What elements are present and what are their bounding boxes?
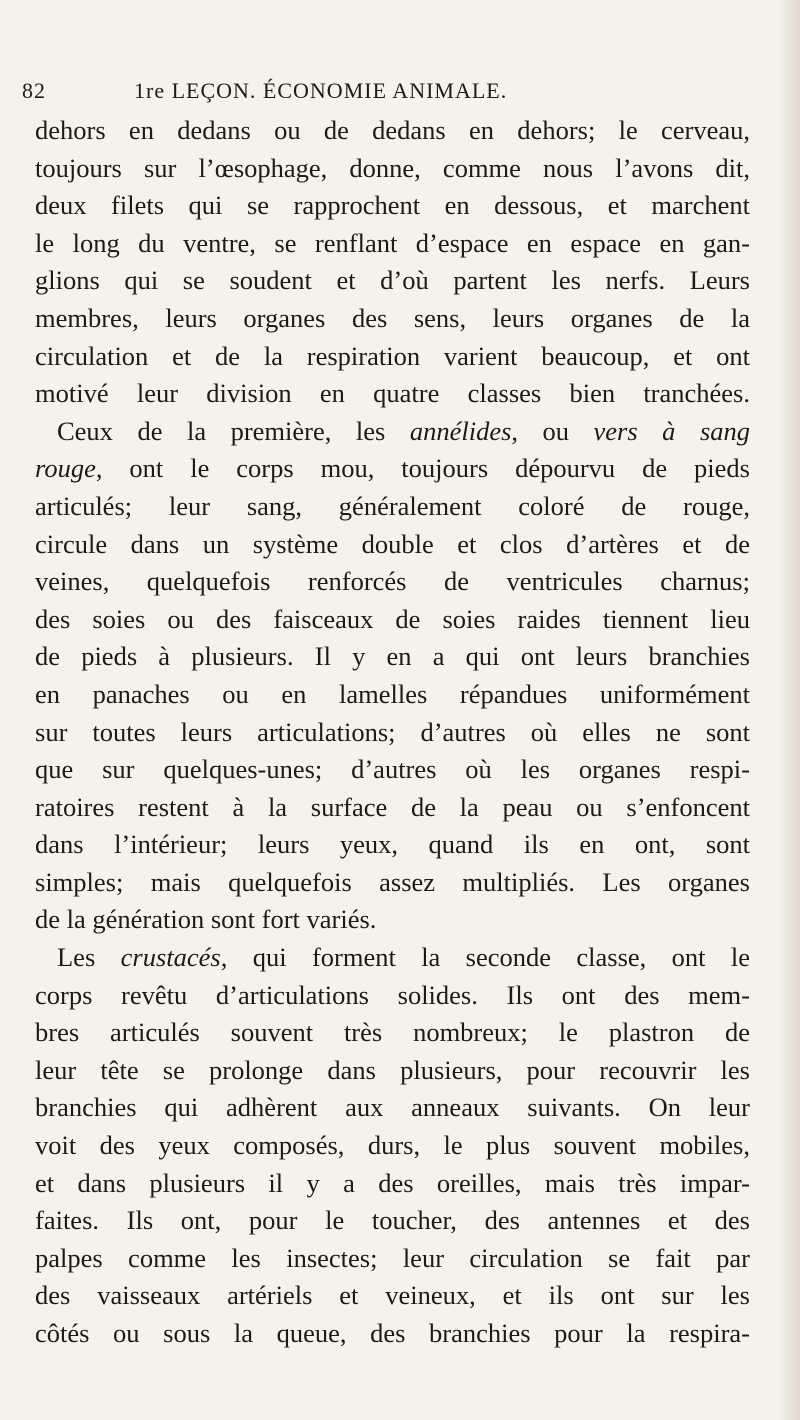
text-run: voit des yeux composés, durs, le plus souvent mobiles, [35, 1130, 750, 1161]
text-run: circulation et de la respiration varient beaucoup, et ont [35, 340, 750, 371]
text-line [35, 977, 750, 1015]
text-line [35, 1202, 750, 1240]
text-run: veines, quelquefois renforcés de ventricules charnus; [35, 566, 750, 597]
body-text [35, 112, 750, 1353]
text-run: toujours sur l’œsophage, donne, comme nous l’avons dit, [35, 152, 750, 183]
text-line [35, 450, 750, 488]
text-line [35, 563, 750, 601]
italic-term: vers à sang [593, 415, 751, 446]
text-run: des soies ou des faisceaux de soies raides tiennent lieu [35, 603, 750, 634]
text-line [35, 864, 750, 902]
text-run: bres articulés souvent très nombreux; le plastron de [35, 1017, 750, 1048]
text-run: deux filets qui se rapprochent en dessous, et marchent [35, 190, 750, 221]
text-run: le long du ventre, se renflant d’espace en espace en gan- [35, 227, 750, 258]
text-run: en panaches ou en lamelles répandues uniformément [35, 678, 750, 709]
text-run: leur tête se prolonge dans plusieurs, pour recouvrir les [35, 1054, 750, 1085]
text-run: simples; mais quelquefois assez multipliés. Les organes [35, 866, 750, 897]
text-run: Ceux de la première, les [57, 415, 410, 446]
page-number: 82 [22, 78, 46, 103]
text-run: ratoires restent à la surface de la peau ou s’enfoncent [35, 791, 750, 822]
italic-term: annélides [409, 415, 512, 446]
text-run: de pieds à plusieurs. Il y en a qui ont leurs branchies [35, 641, 750, 672]
text-run: côtés ou sous la queue, des branchies pour la respira- [35, 1318, 750, 1348]
text-line [35, 676, 750, 714]
page-header [22, 78, 722, 108]
text-line [35, 901, 750, 939]
text-line [35, 1315, 750, 1353]
text-run: circule dans un système double et clos d’artères et de [35, 528, 750, 559]
text-line [35, 638, 750, 676]
text-line [35, 1127, 750, 1165]
text-run: , ont le corps mou, toujours dépourvu de pieds [95, 453, 750, 484]
text-line [35, 1240, 750, 1278]
text-line [35, 939, 750, 977]
text-run: , ou [511, 415, 594, 446]
text-run: Les [57, 942, 121, 973]
text-line [35, 526, 750, 564]
text-line [35, 751, 750, 789]
text-line [35, 338, 750, 376]
running-title: 1re LEÇON. ÉCONOMIE ANIMALE. [134, 78, 508, 103]
text-run: corps revêtu d’articulations solides. Ils ont des mem- [35, 979, 750, 1010]
text-line [35, 1089, 750, 1127]
text-run: et dans plusieurs il y a des oreilles, mais très impar- [35, 1167, 750, 1198]
text-line [35, 714, 750, 752]
text-line [35, 1052, 750, 1090]
text-line [35, 789, 750, 827]
text-line [35, 413, 750, 451]
text-line [35, 601, 750, 639]
text-run: membres, leurs organes des sens, leurs organes de la [35, 302, 750, 333]
text-run: faites. Ils ont, pour le toucher, des antennes et des [35, 1205, 750, 1236]
text-run: , qui forment la seconde classe, ont le [220, 942, 751, 973]
text-line [35, 488, 750, 526]
text-run: que sur quelques-unes; d’autres où les organes respi- [35, 754, 750, 785]
text-line [35, 1014, 750, 1052]
text-line [35, 150, 750, 188]
text-run: dans l’intérieur; leurs yeux, quand ils en ont, sont [35, 829, 750, 860]
text-line [35, 187, 750, 225]
text-line [35, 112, 750, 150]
text-run: articulés; leur sang, généralement coloré de rouge, [35, 490, 750, 521]
text-run: des vaisseaux artériels et veineux, et ils ont sur les [35, 1280, 750, 1311]
text-run: glions qui se soudent et d’où partent les nerfs. Leurs [35, 265, 750, 296]
page-edge-shadow [778, 0, 800, 1420]
text-run: palpes comme les insectes; leur circulation se fait par [35, 1242, 750, 1273]
text-line [35, 375, 750, 413]
text-run: branchies qui adhèrent aux anneaux suivants. On leur [35, 1092, 750, 1123]
text-run: de la génération sont fort variés. [35, 904, 377, 935]
text-line [35, 1277, 750, 1315]
text-run: sur toutes leurs articulations; d’autres où elles ne sont [35, 716, 750, 747]
italic-term: rouge [35, 453, 96, 484]
text-line [35, 225, 750, 263]
italic-term: crustacés [120, 942, 221, 973]
text-line [35, 262, 750, 300]
text-run: motivé leur division en quatre classes bien tranchées. [35, 378, 750, 409]
text-run: dehors en dedans ou de dedans en dehors; le cerveau, [35, 115, 750, 145]
text-line [35, 300, 750, 338]
text-line [35, 826, 750, 864]
text-line [35, 1165, 750, 1203]
